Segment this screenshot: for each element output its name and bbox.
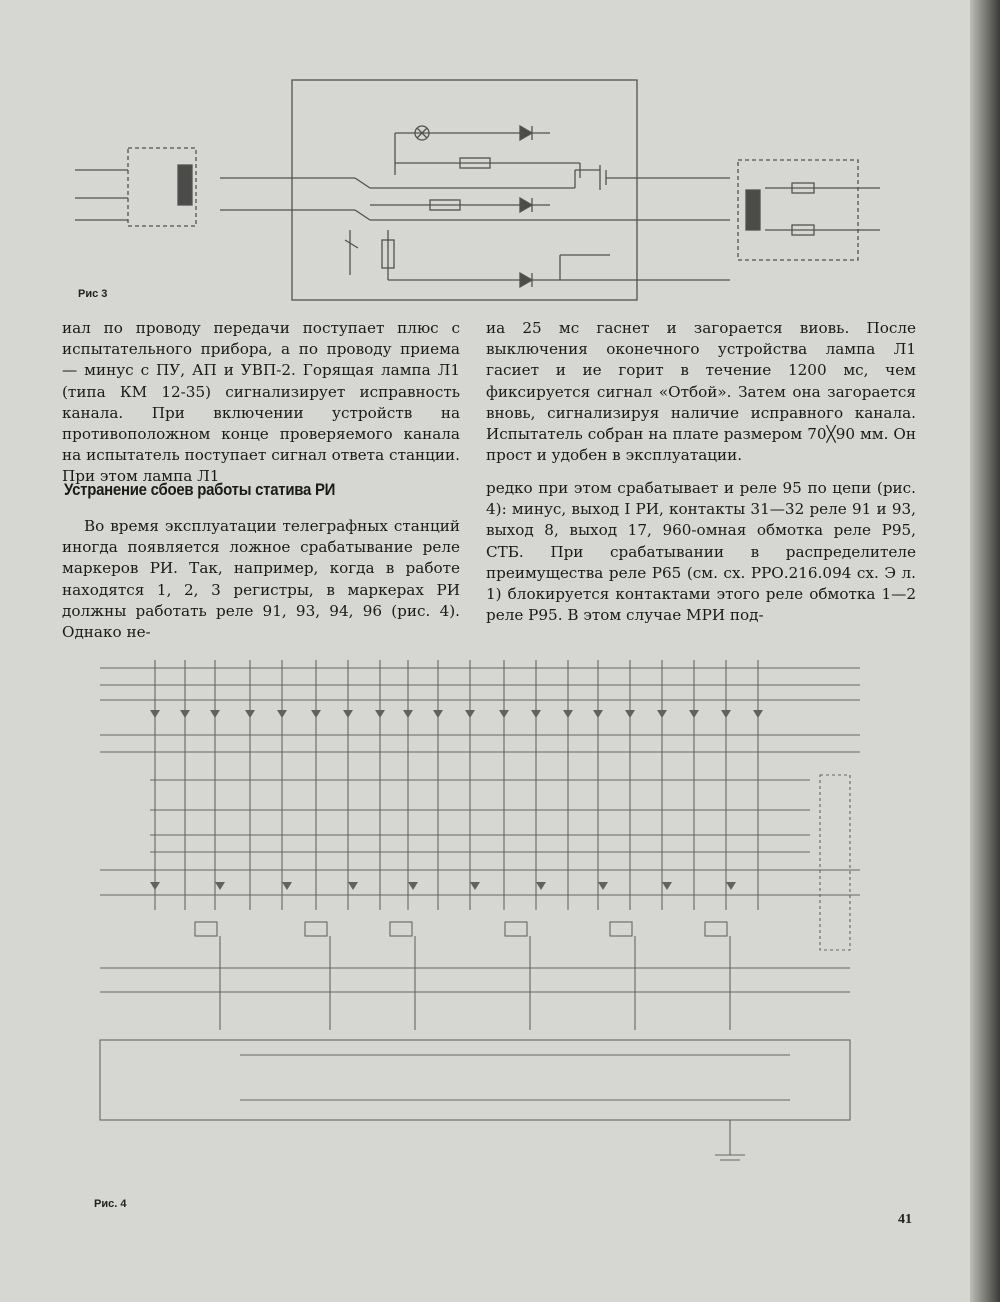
text-column-top-left (62, 318, 460, 488)
paragraph-section-left: Во время эксплуатации телеграфных станций иногда появляется ложное срабатывание реле маркеров РИ. Так, например, когда в работе находятся 1, 2, 3 регистры, в маркерах РИ должны работать реле 91, 93, 94, 96 (рис. 4). Однако не- (62, 517, 460, 642)
paragraph-top-right: иа 25 мс гаснет и загорается виовь. После выключения оконечного устройства лампа Л1 гасиет и ие горит в течение 1200 мс, чем фиксируется сигнал «Отбой». Затем она загорается вновь, сигнализируя наличие исправного канала. Испытатель собран на плате размером 70╳90 мм. Он прост и удобен в эксплуатации. (486, 319, 916, 465)
figure-3-caption: Рис 3 (78, 288, 108, 300)
page-edge-shadow (970, 0, 1000, 1302)
section-heading: Устранение сбоев работы статива РИ (64, 480, 336, 499)
figure-4-schematic (90, 630, 870, 1210)
figure-4-caption: Рис. 4 (94, 1198, 127, 1210)
text-column-section-right (486, 478, 916, 626)
text-column-top-right (486, 318, 916, 466)
figure-3-schematic (70, 70, 890, 305)
figure-3-drawing (70, 70, 890, 305)
paragraph-section-right: редко при этом срабатывает и реле 95 по цепи (рис. 4): минус, выход I РИ, контакты 31—32 реле 91 и 93, выход 8, выход 17, 960-омная обмотка реле Р95, СТБ. При срабатывании в распределителе преимущества реле Р65 (см. сх. РРО.216.094 сх. Э л. 1) блокируется контактами этого реле обмотка 1—2 реле Р95. В этом случае МРИ под- (486, 479, 916, 625)
paragraph-top-left: иал по проводу передачи поступает плюс с испытательного прибора, а по проводу приема — минус с ПУ, АП и УВП-2. Горящая лампа Л1 (типа КМ 12-35) сигнализирует исправность канала. При включении устройств на противоположном конце проверяемого канала на испытатель поступает сигнал ответа станции. При этом лампа Л1 (62, 319, 460, 486)
figure-4-drawing (90, 630, 870, 1170)
text-column-section-left (62, 516, 460, 643)
page-number: 41 (898, 1212, 912, 1227)
